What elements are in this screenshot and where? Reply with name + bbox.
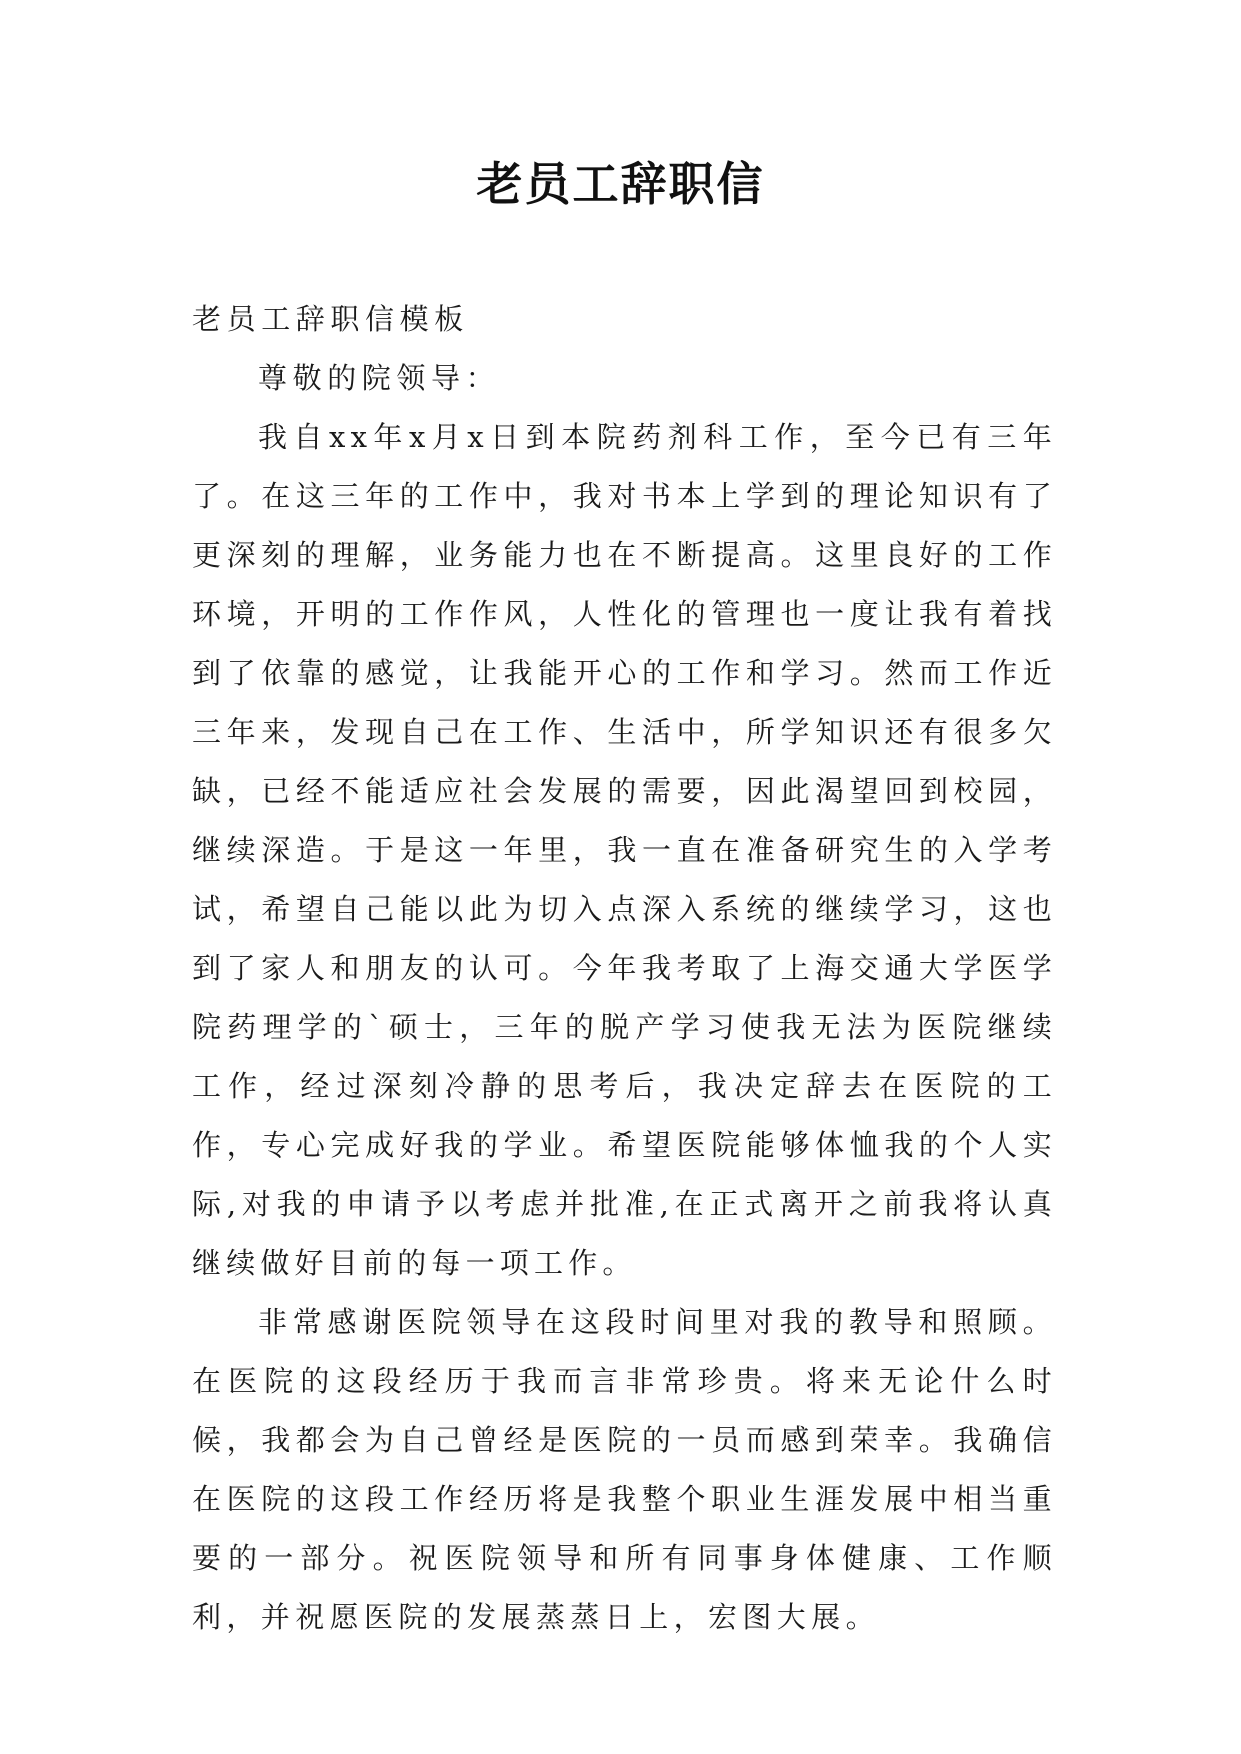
document-title: 老员工辞职信 (476, 157, 765, 211)
body-paragraph-2: 非常感谢医院领导在这段时间里对我的教导和照顾。在医院的这段经历于我而言非常珍贵。将来无论什么时候，我都会为自己曾经是医院的一员而感到荣幸。我确信在医院的这段工作经历将是我整个职业生涯发展中相当重要的一部分。祝医院领导和所有同事身体健康、工作顺利，并祝愿医院的发展蒸蒸日上，宏图大展。 (192, 1305, 1057, 1634)
body-paragraph-1: 我自xx年x月x日到本院药剂科工作，至今已有三年了。在这三年的工作中，我对书本上学到的理论知识有了更深刻的理解，业务能力也在不断提高。这里良好的工作环境，开明的工作作风，人性化的管理也一度让我有着找到了依靠的感觉，让我能开心的工作和学习。然而工作近三年来，发现自己在工作、生活中，所学知识还有很多欠缺，已经不能适应社会发展的需要，因此渴望回到校园，继续深造。于是这一年里，我一直在准备研究生的入学考试，希望自己能以此为切入点深入系统的继续学习，这也到了家人和朋友的认可。今年我考取了上海交通大学医学院药理学的`硕士，三年的脱产学习使我无法为医院继续工作，经过深刻冷静的思考后，我决定辞去在医院的工作，专心完成好我的学业。希望医院能够体恤我的个人实际,对我的申请予以考虑并批准,在正式离开之前我将认真继续做好目前的每一项工作。 (192, 420, 1057, 1280)
document-body (192, 290, 1057, 1647)
salutation: 尊敬的院领导： (258, 361, 501, 395)
document-subtitle: 老员工辞职信模板 (192, 302, 469, 336)
